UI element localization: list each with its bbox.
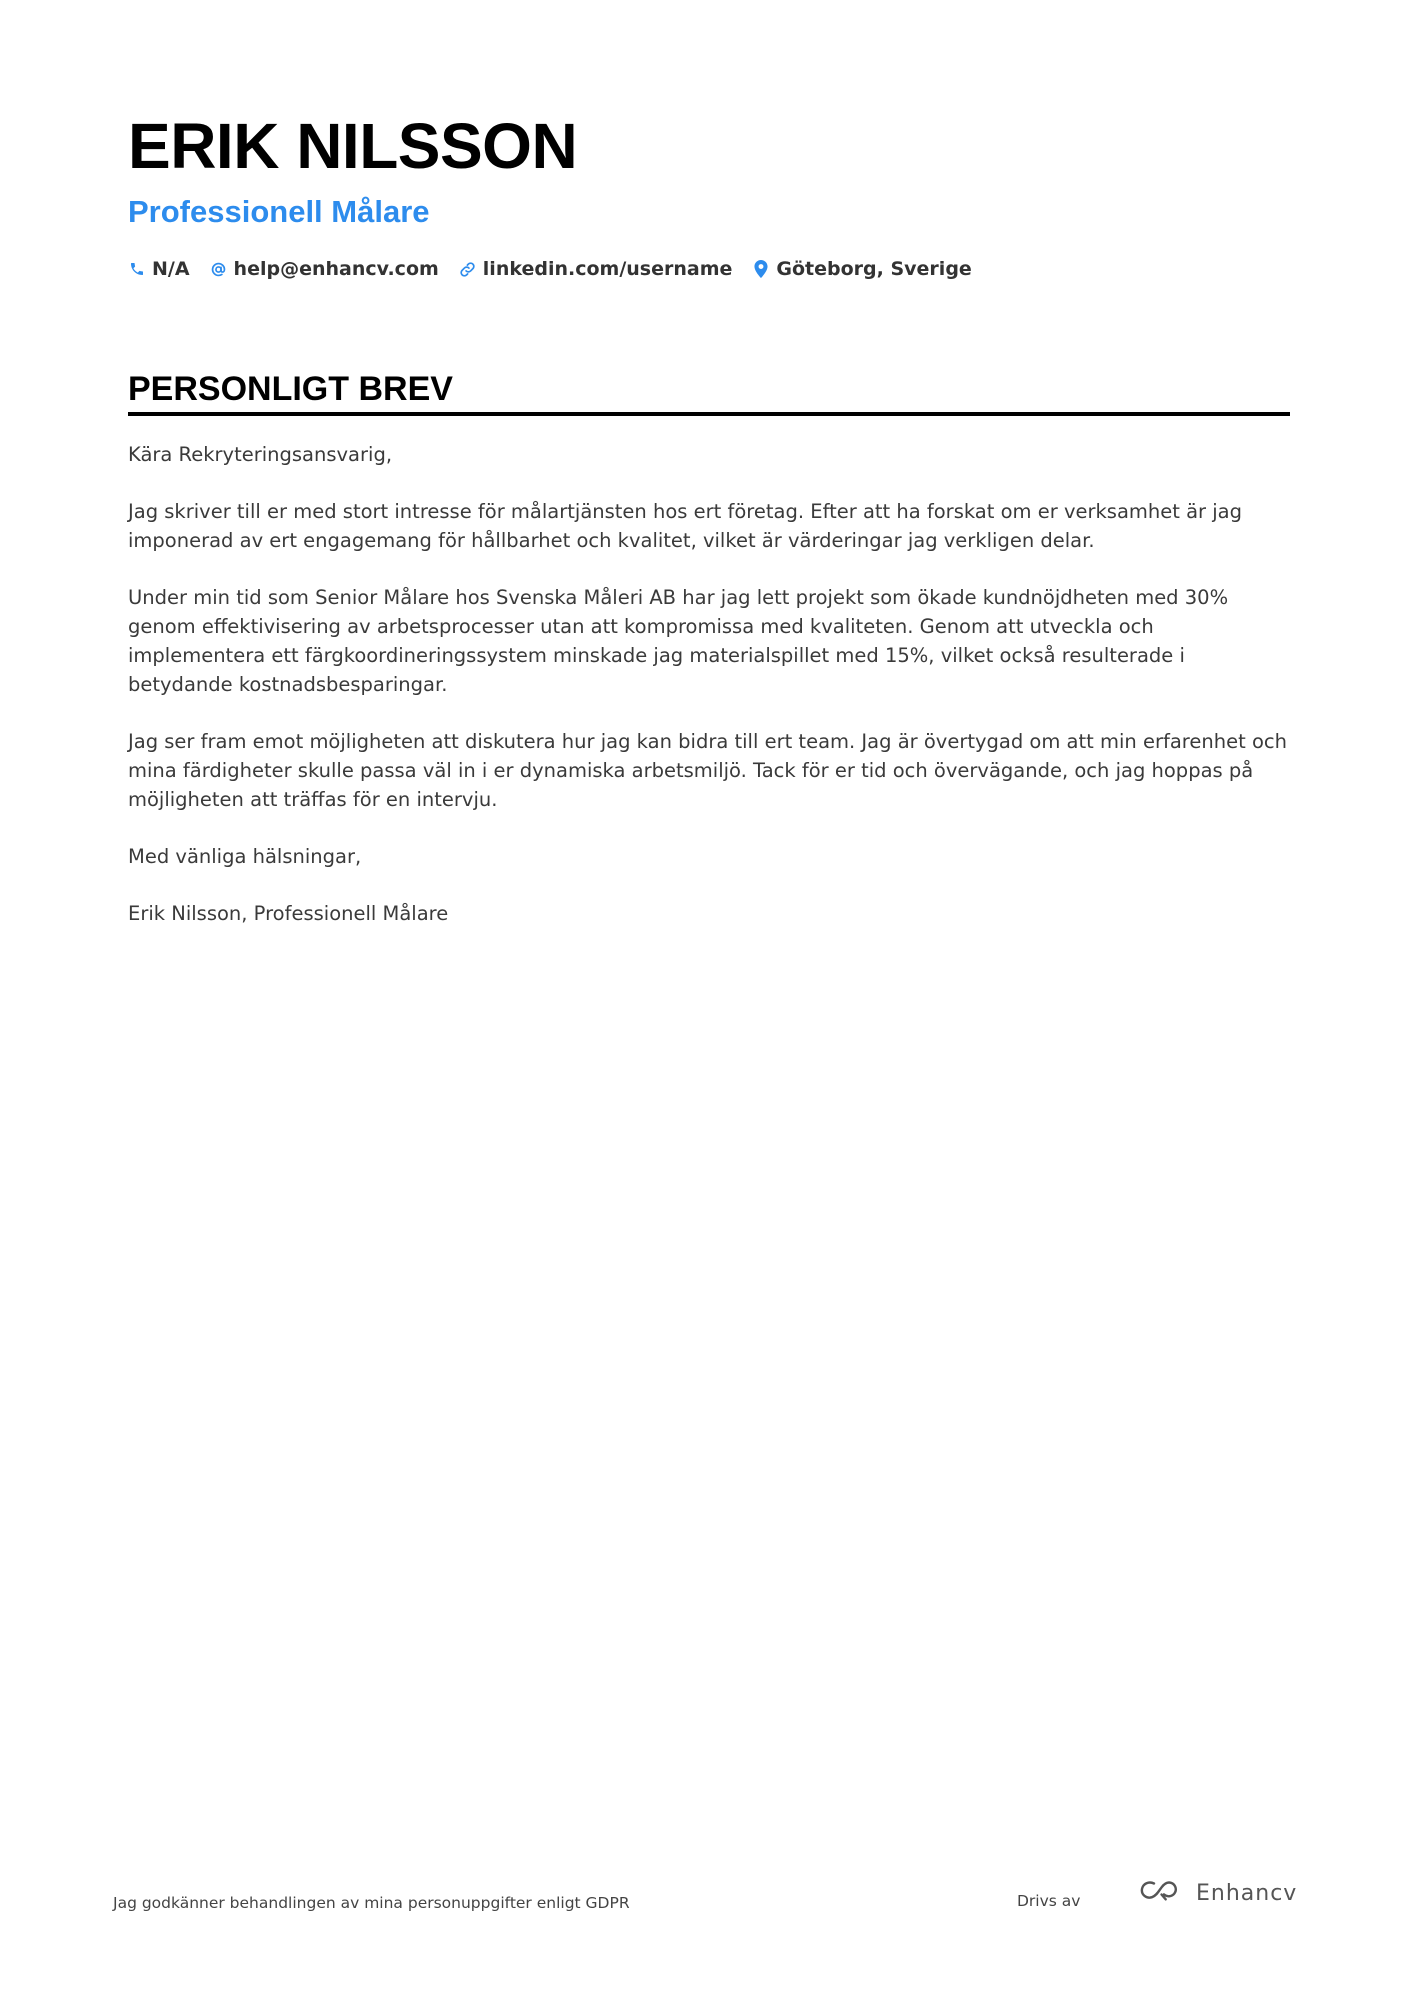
brand-name[interactable]: Enhancv [1196, 1880, 1298, 1906]
letter-paragraph: Jag skriver till er med stort intresse för målartjänsten hos ert företag. Efter att ha forskat om er verksamhet är jag imponerad av ert engagemang för hållbarhet och kvalitet, vilket är värderingar jag verkligen delar. [128, 500, 1243, 552]
contact-email[interactable] [210, 258, 439, 280]
enhancv-brand-link[interactable] [1138, 1878, 1297, 1908]
contact-email-text[interactable]: help@enhancv.com [233, 258, 439, 280]
enhancv-logo-icon [1138, 1878, 1184, 1908]
powered-by-label: Drivs av [1017, 1892, 1081, 1910]
applicant-name: ERIK NILSSON [128, 110, 578, 182]
header [128, 108, 1288, 280]
section-title: PERSONLIGT BREV [128, 370, 453, 408]
letter-greeting: Kära Rekryteringsansvarig, [128, 443, 393, 466]
contact-phone [128, 258, 190, 280]
at-icon [210, 259, 228, 279]
contact-phone-text: N/A [152, 258, 190, 280]
contact-linkedin-text[interactable]: linkedin.com/username [482, 258, 733, 280]
letter-closing: Med vänliga hälsningar, [128, 845, 362, 868]
gdpr-consent-text: Jag godkänner behandlingen av mina personuppgifter enligt GDPR [113, 1894, 630, 1912]
letter-signature: Erik Nilsson, Professionell Målare [128, 902, 449, 925]
job-title: Professionell Målare [128, 194, 430, 229]
phone-icon [128, 259, 146, 279]
contact-location [752, 258, 971, 280]
contact-info [128, 258, 1288, 280]
letter-paragraph: Jag ser fram emot möjligheten att diskutera hur jag kan bidra till ert team. Jag är övertygad om att min erfarenhet och mina färdigheter skulle passa väl in i er dynamiska arbetsmiljö. Tack för er tid och övervägande, och jag hoppas på möjligheten att träffas för en intervju. [128, 730, 1287, 811]
location-pin-icon [752, 259, 770, 279]
contact-location-text: Göteborg, Sverige [776, 258, 972, 280]
section-header [128, 368, 1290, 416]
link-icon [459, 259, 477, 279]
letter-paragraph: Under min tid som Senior Målare hos Svenska Måleri AB har jag lett projekt som ökade kundnöjdheten med 30% genom effektivisering av arbetsprocesser utan att kompromissa med kvaliteten. Genom att utveckla och implementera ett färgkoordineringssystem minskade jag materialspillet med 15%, vilket också resulterade i betydande kostnadsbesparingar. [128, 586, 1229, 696]
letter-body [128, 440, 1290, 956]
contact-linkedin[interactable] [459, 258, 733, 280]
